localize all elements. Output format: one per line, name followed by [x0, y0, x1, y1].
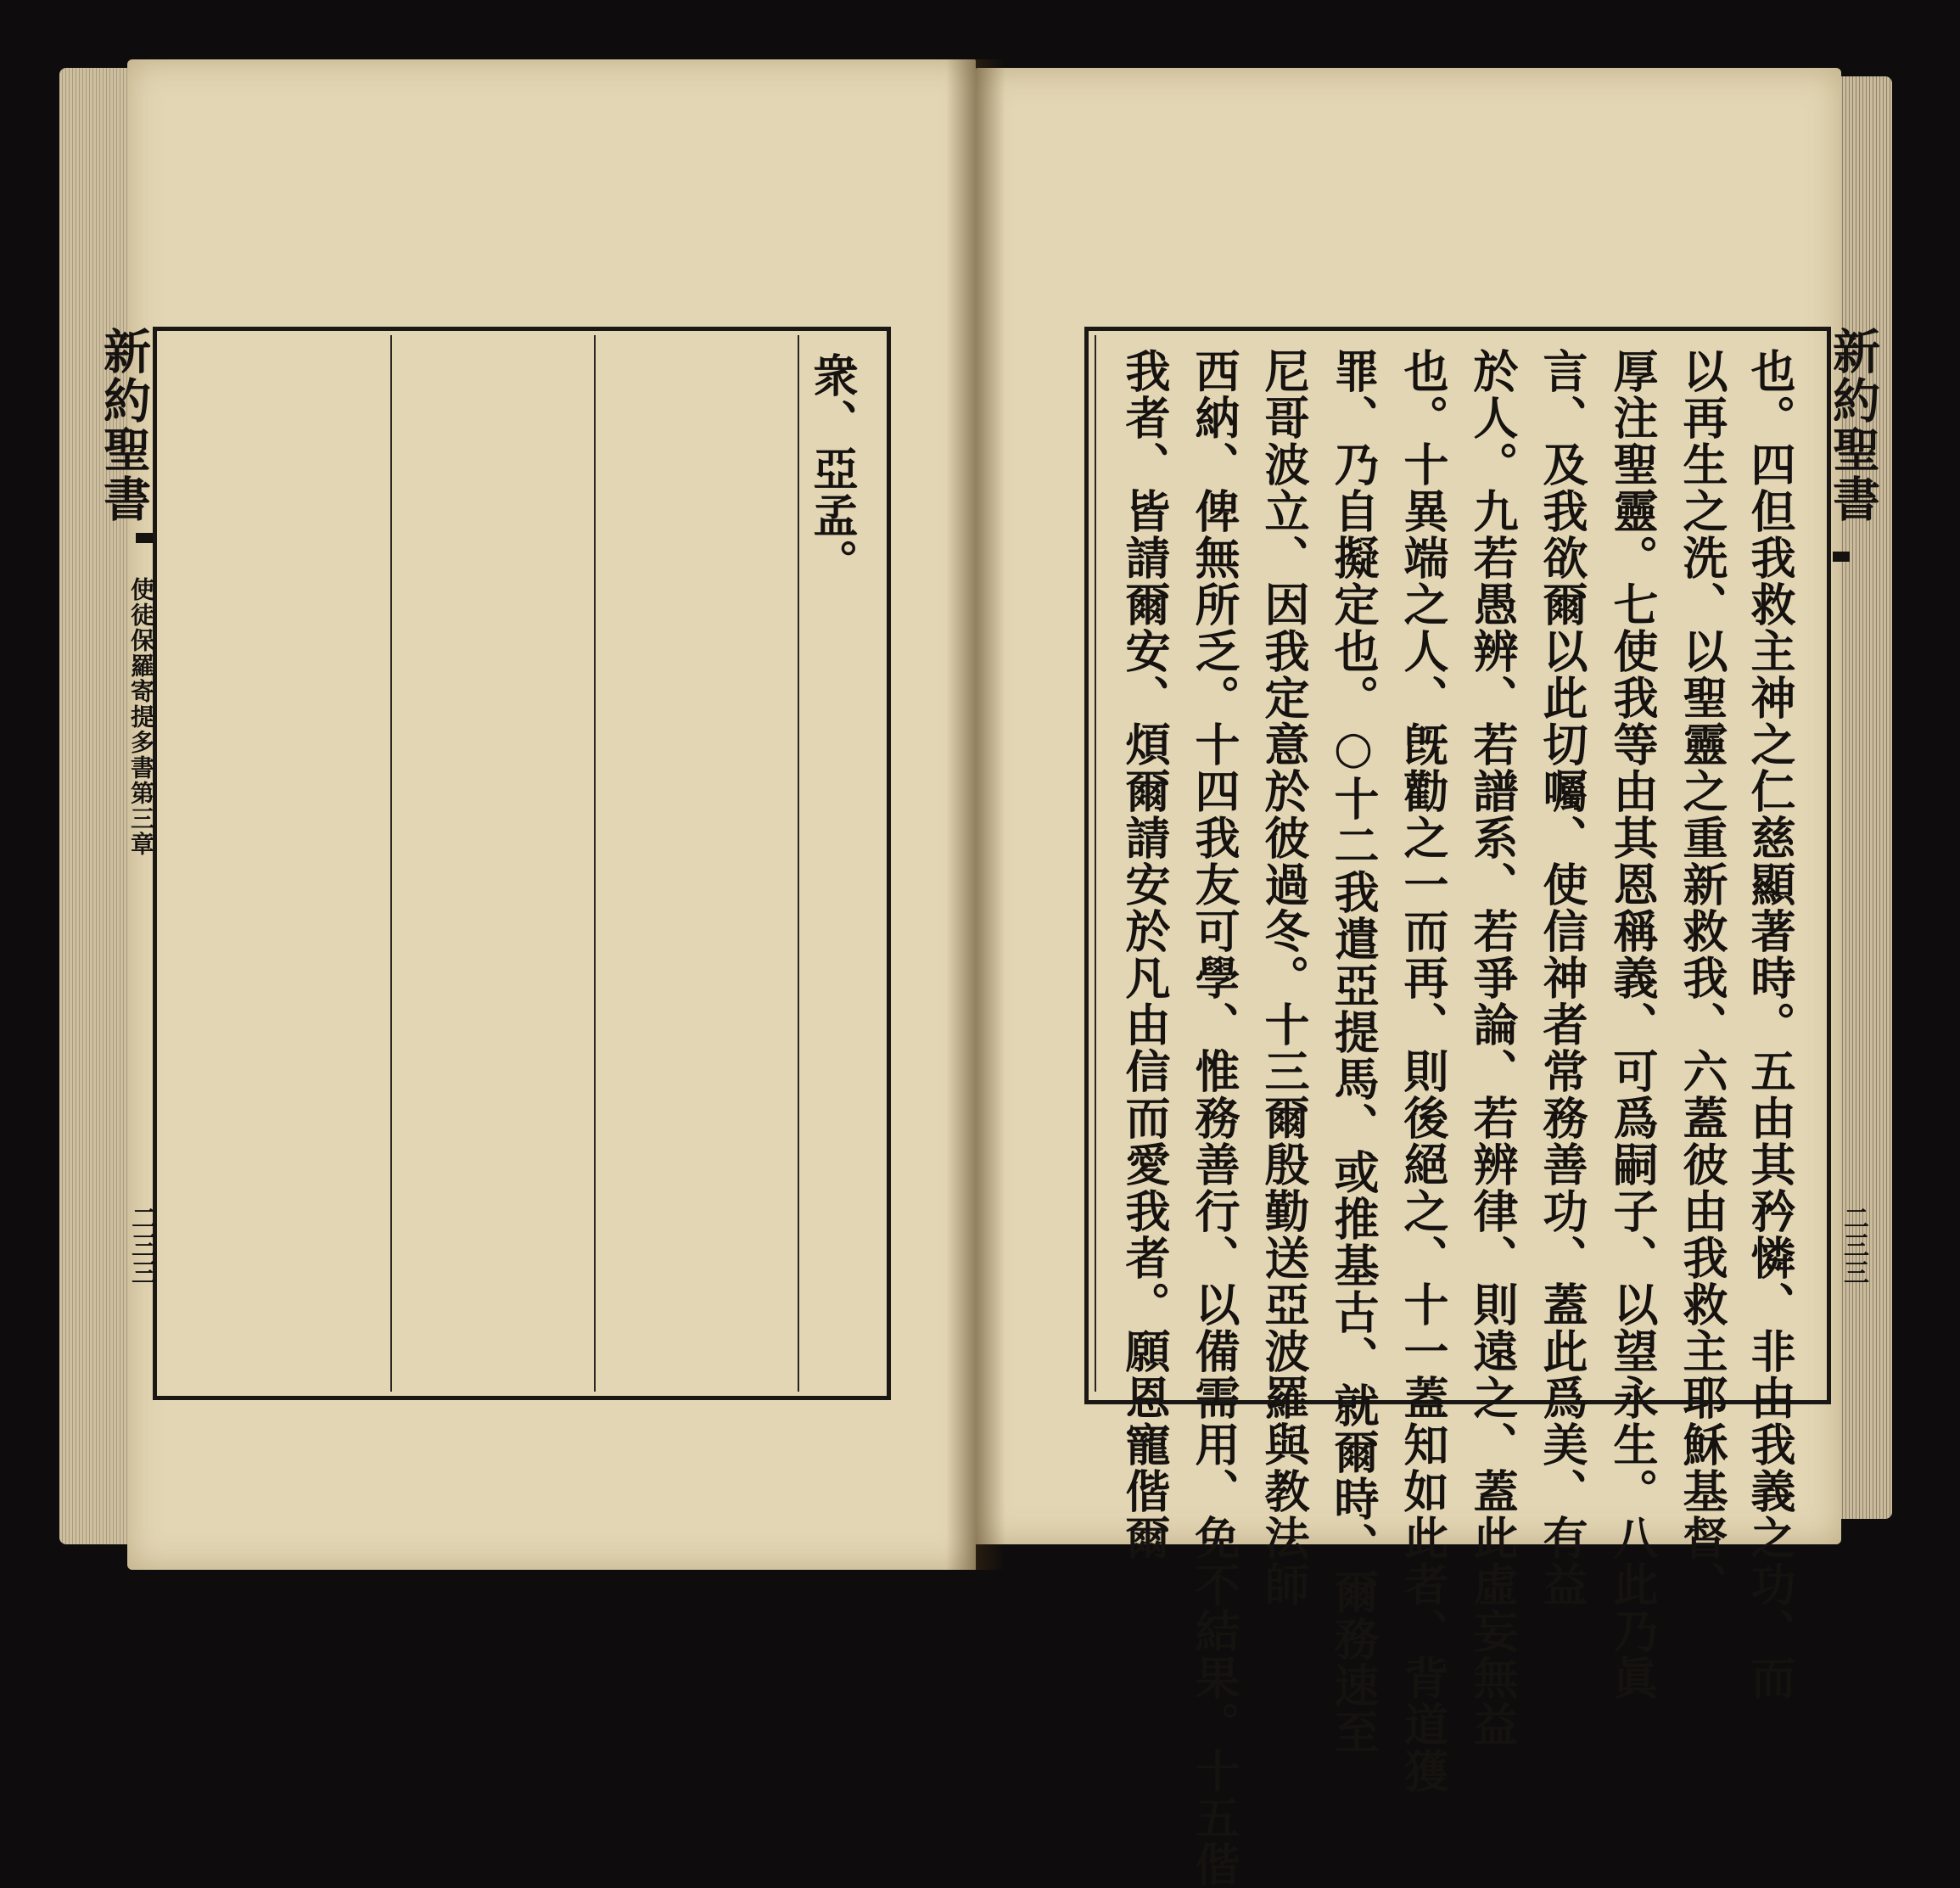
frame-inner-rule: [1095, 335, 1096, 1392]
right-page-number: 二三三: [1839, 1205, 1868, 1286]
text-column-5: 於人。九若愚辨、若譜系、若爭論、若辨律、則遠之、蓋此虛妄無益: [1466, 348, 1519, 1748]
column-rule: [798, 335, 799, 1392]
title-bracket: [1833, 552, 1850, 562]
text-column-2: 以再生之洗、以聖靈之重新救我、六蓋彼由我救主耶穌基督、: [1676, 348, 1728, 1608]
book-gutter: [946, 59, 1005, 1570]
text-column-7: 罪、乃自擬定也。○十二我遣亞提馬、或推基古、就爾時、爾務速至: [1327, 348, 1380, 1756]
text-column-1: 也。四但我救主神之仁慈顯著時。五由其矜憐、非由我義之功、而: [1744, 348, 1796, 1701]
column-rule: [594, 335, 596, 1392]
right-page-stack: [1833, 76, 1892, 1519]
title-bracket: [136, 533, 153, 543]
chapter-heading: 使徒保羅寄提多書第三章: [127, 577, 155, 857]
left-text-column: 衆、亞孟。: [806, 352, 859, 585]
text-column-6: 也。十異端之人、旣勸之一而再、則後絕之、十一蓋知如此者、背道獲: [1397, 348, 1449, 1795]
text-column-8: 尼哥波立、因我定意於彼過冬。十三爾殷勤送亞波羅與教法師: [1257, 348, 1310, 1608]
text-column-10: 我者、皆請爾安、煩爾請安於凡由信而愛我者。願恩寵偕爾: [1118, 348, 1171, 1561]
right-running-title: 新約聖書: [1825, 327, 1881, 524]
text-column-3: 厚注聖靈。七使我等由其恩稱義、可爲嗣子、以望永生。八此乃眞: [1606, 348, 1659, 1701]
left-running-title: 新約聖書: [96, 327, 152, 524]
left-page-number: 二三三: [126, 1205, 156, 1286]
text-column-9: 西納、俾無所乏。十四我友可學、惟務善行、以備需用、免不結果。十五偕: [1188, 348, 1240, 1888]
text-column-4: 言、及我欲爾以此切囑、使信神者常務善功、蓋此爲美、有益: [1536, 348, 1588, 1608]
column-rule: [390, 335, 392, 1392]
left-page-frame: [153, 327, 891, 1400]
